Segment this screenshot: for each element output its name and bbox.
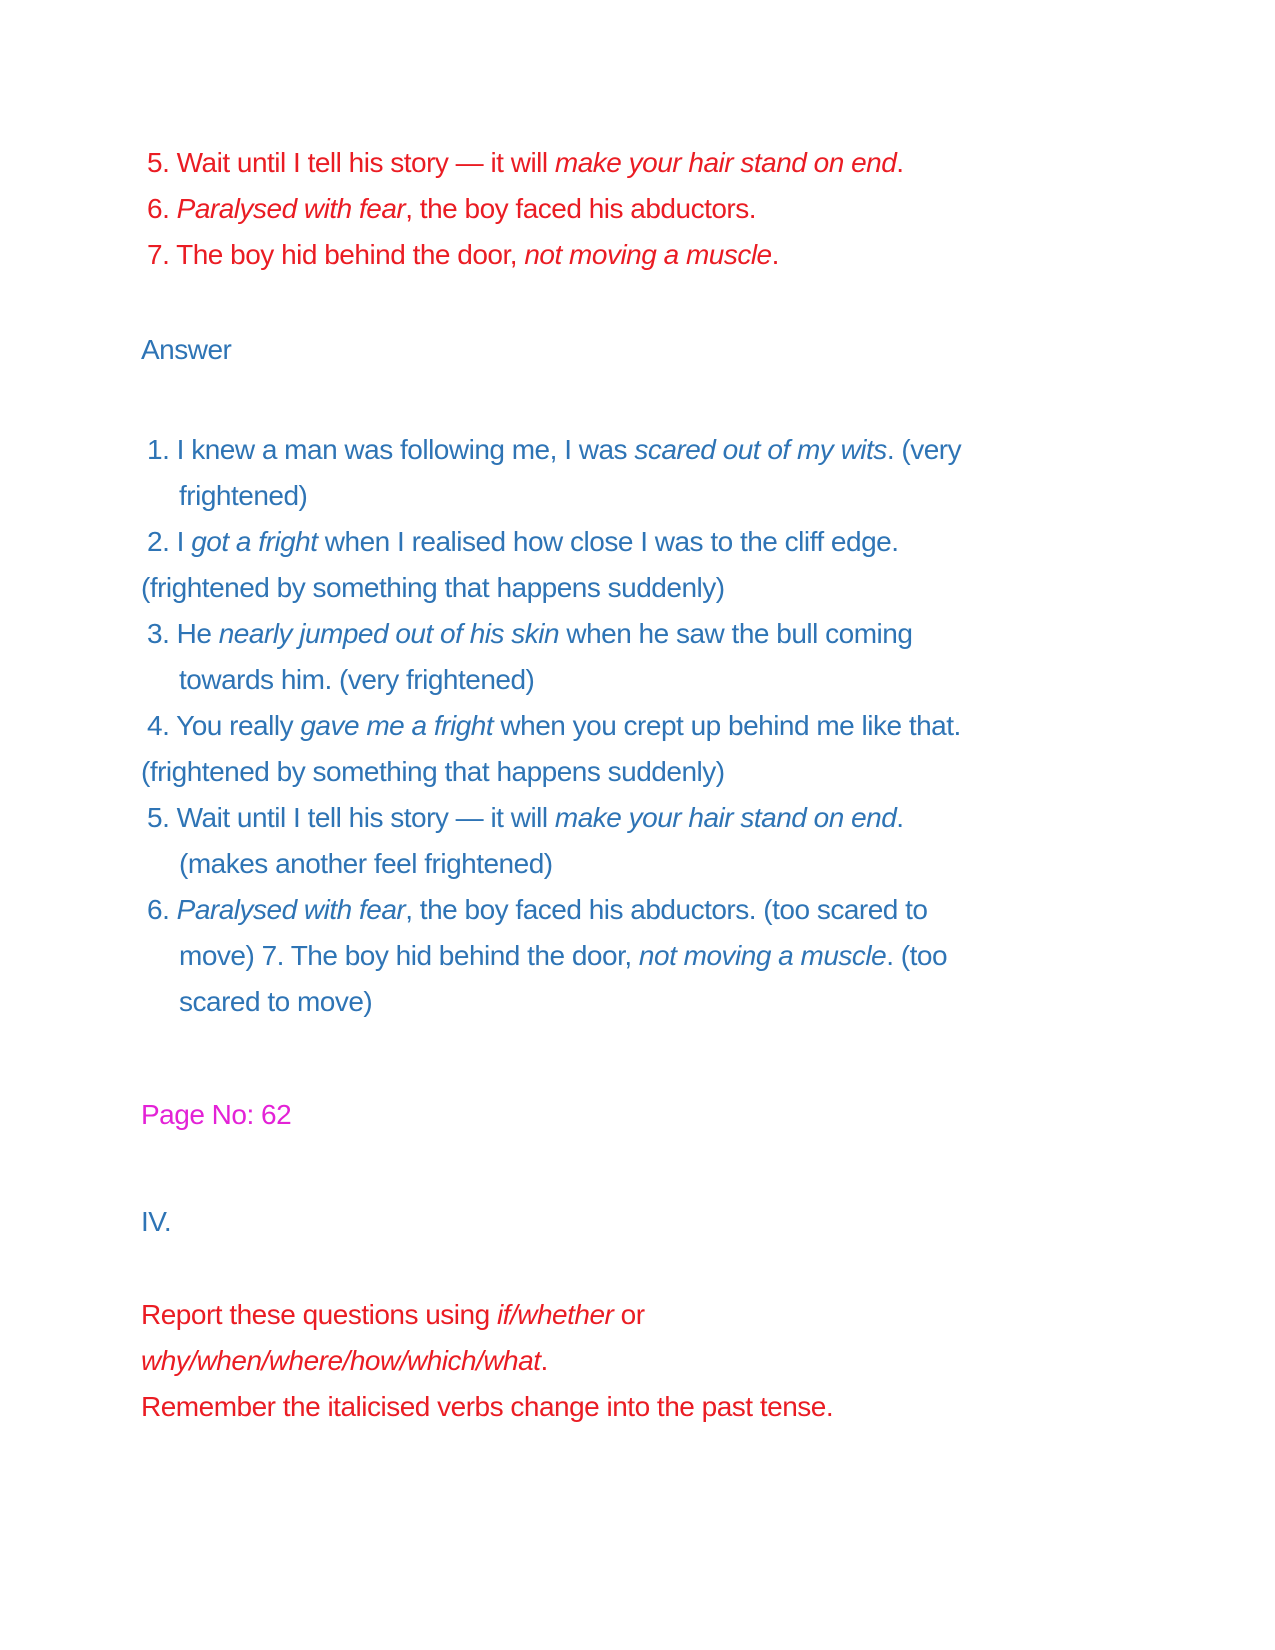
section-numeral: IV.: [141, 1206, 172, 1237]
text-run: 2. I: [147, 526, 192, 557]
text-run: Report these questions using: [141, 1299, 497, 1330]
text-run: towards him. (very frightened): [179, 664, 535, 695]
italic-text-run: Paralysed with fear: [176, 894, 406, 925]
italic-text-run: got a fright: [191, 526, 318, 557]
italic-text-run: if/whether: [496, 1299, 614, 1330]
answer-3-line-1: [147, 611, 1275, 657]
text-run: 4. You really: [147, 710, 301, 741]
text-run: 3. He: [147, 618, 219, 649]
intro-item-5: [147, 140, 1275, 186]
answer-6-line-1: [147, 887, 1275, 933]
intro-item-6: [147, 186, 1275, 232]
text-run: . (very: [886, 434, 962, 465]
text-run: (frightened by something that happens suddenly): [141, 572, 725, 603]
text-run: 1. I knew a man was following me, I was: [147, 434, 635, 465]
intro-item-7: [147, 232, 1275, 278]
text-run: .: [896, 147, 904, 178]
italic-text-run: why/when/where/how/which/what: [141, 1345, 541, 1376]
italic-text-run: nearly jumped out of his skin: [218, 618, 560, 649]
text-run: 5. Wait until I tell his story — it will: [147, 147, 555, 178]
text-run: frightened): [179, 480, 308, 511]
text-run: or: [613, 1299, 645, 1330]
text-run: when you crept up behind me like that.: [493, 710, 961, 741]
answer-4-line-1: [147, 703, 1275, 749]
text-run: 7. The boy hid behind the door,: [147, 239, 525, 270]
italic-text-run: not moving a muscle: [638, 940, 887, 971]
text-run: .: [771, 239, 779, 270]
text-run: (frightened by something that happens suddenly): [141, 756, 725, 787]
intro-red-items: [0, 140, 1275, 278]
answer-4-note: [141, 749, 1275, 795]
text-run: Remember the italicised verbs change into the past tense.: [141, 1391, 834, 1422]
italic-text-run: scared out of my wits: [634, 434, 887, 465]
text-run: , the boy faced his abductors. (too scared to: [405, 894, 928, 925]
italic-text-run: Paralysed with fear: [176, 193, 406, 224]
text-run: 5. Wait until I tell his story — it will: [147, 802, 555, 833]
instruction-line-1: [141, 1292, 1275, 1338]
answer-2-line-1: [147, 519, 1275, 565]
answer-6-line-2: [179, 933, 1275, 979]
text-run: when I realised how close I was to the cliff edge.: [317, 526, 899, 557]
page-number: Page No: 62: [141, 1099, 292, 1130]
answer-5-line-2: [179, 841, 1275, 887]
italic-text-run: gave me a fright: [300, 710, 494, 741]
answer-3-line-2: [179, 657, 1275, 703]
answer-heading: Answer: [141, 334, 232, 365]
text-run: scared to move): [179, 986, 373, 1017]
text-run: (makes another feel frightened): [179, 848, 553, 879]
answer-5-line-1: [147, 795, 1275, 841]
answer-list: [0, 427, 1275, 1025]
instruction-line-3: [141, 1384, 1275, 1430]
instruction-line-2: [141, 1338, 1275, 1384]
instruction-text: [0, 1292, 1275, 1430]
text-run: move) 7. The boy hid behind the door,: [179, 940, 639, 971]
italic-text-run: not moving a muscle: [524, 239, 772, 270]
text-run: . (too: [886, 940, 948, 971]
answer-1-line-1: [147, 427, 1275, 473]
italic-text-run: make your hair stand on end: [554, 802, 897, 833]
text-run: .: [540, 1345, 548, 1376]
answer-2-note: [141, 565, 1275, 611]
italic-text-run: make your hair stand on end: [554, 147, 897, 178]
answer-6-line-3: [179, 979, 1275, 1025]
text-run: 6.: [147, 193, 177, 224]
text-run: .: [896, 802, 904, 833]
text-run: when he saw the bull coming: [559, 618, 913, 649]
text-run: 6.: [147, 894, 177, 925]
text-run: , the boy faced his abductors.: [405, 193, 757, 224]
answer-1-line-2: [179, 473, 1275, 519]
